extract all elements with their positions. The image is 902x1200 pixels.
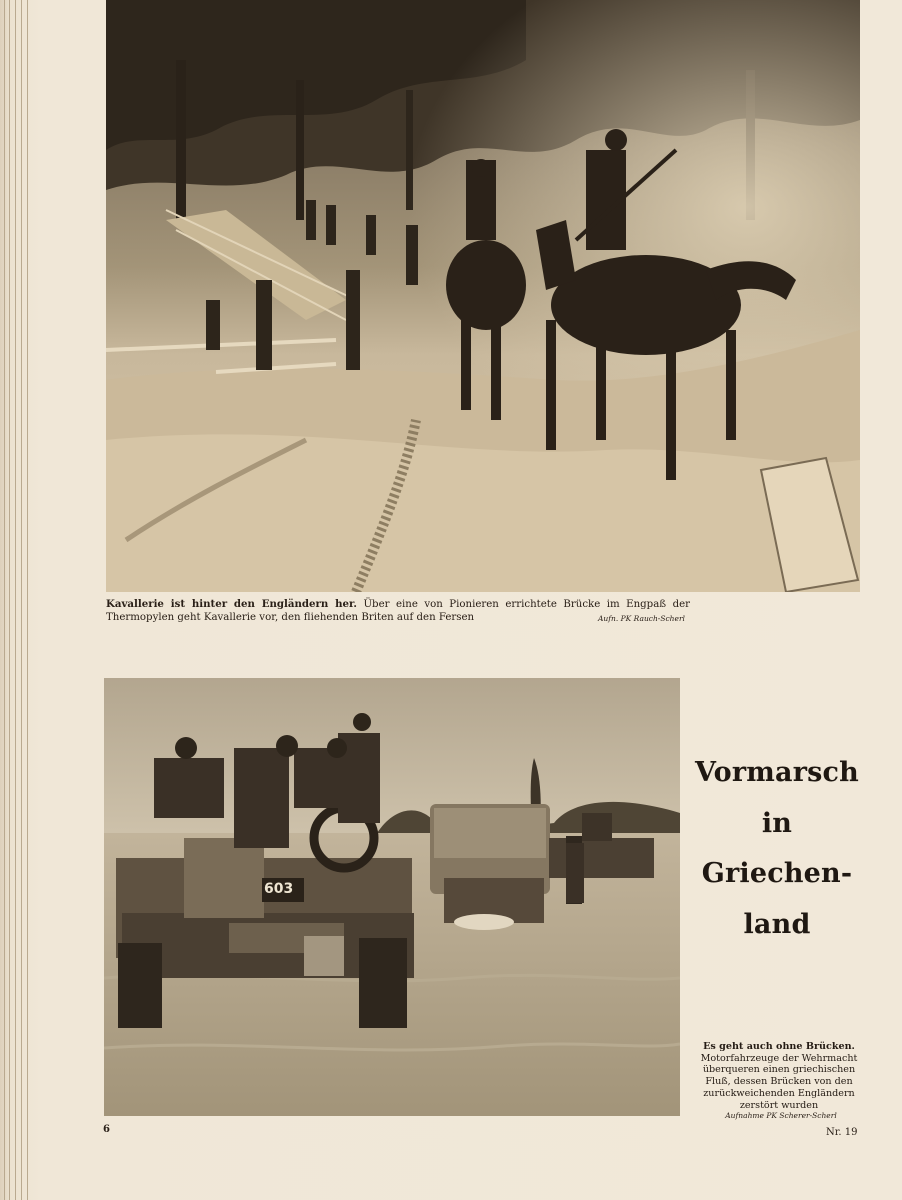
cavalry-caption-lead: Kavallerie ist hinter den Engländern her. [106, 598, 357, 610]
page-edge [21, 0, 22, 1200]
cavalry-photo [106, 0, 860, 592]
headline-line: land [743, 908, 811, 940]
river-photo-credit: Aufnahme PK Scherer-Scherl [725, 1111, 837, 1120]
headline-line: in [761, 807, 793, 839]
page-edge [27, 0, 28, 1200]
article-headline [688, 748, 866, 950]
river-caption-lead: Es geht auch ohne Brücken. [703, 1041, 855, 1052]
page-edge [9, 0, 10, 1200]
page-edge [4, 0, 5, 1200]
tank-number: 603 [264, 881, 294, 897]
page-number: 6 [103, 1124, 110, 1135]
cavalry-caption-body: Über eine von Pionieren errichtete Brücke im Engpaß der Thermopylen geht Kavallerie vor, den fliehenden Briten auf den Fersen [106, 599, 690, 623]
river-caption-body: Motorfahrzeuge der Wehrmacht überqueren einen griechischen Fluß, dessen Brücken von den zurückweichenden Engländern zerstört wurden [700, 1052, 858, 1111]
headline-line: Griechen- [701, 858, 853, 889]
river-crossing-photo [104, 678, 680, 1116]
issue-number: Nr. 19 [826, 1127, 858, 1138]
cavalry-photo-credit: Aufn. PK Rauch-Scherl [598, 614, 685, 623]
headline-line: Vormarsch [694, 757, 860, 788]
page-edge [15, 0, 16, 1200]
river-crossing-caption [698, 1041, 860, 1111]
